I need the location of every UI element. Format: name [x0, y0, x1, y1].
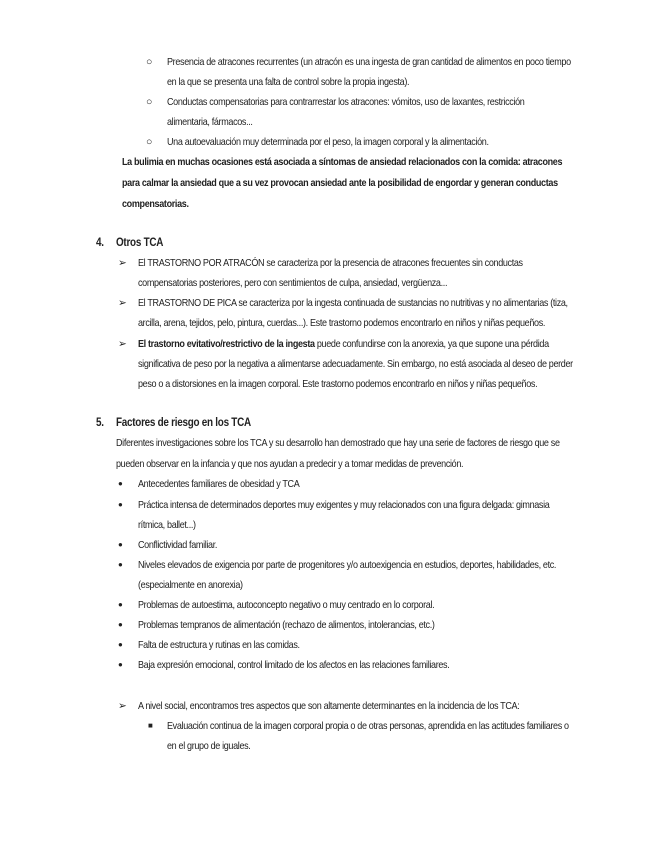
dot-bullet-icon: ● [118, 660, 123, 669]
risk-factor-6: Problemas tempranos de alimentación (rechazo de alimentos, intolerancias, etc.) [138, 619, 435, 631]
sub-item-3-line1: Una autoevaluación muy determinada por el peso, la imagen corporal y la alimentación. [167, 136, 489, 148]
bulimia-note-line2: para calmar la ansiedad que a su vez provocan ansiedad ante la posibilidad de engordar y generan conductas [122, 177, 558, 189]
risk-factor-2-line1: Práctica intensa de determinados deportes muy exigentes y muy relacionados con una figura delgada: gimnasia [138, 499, 550, 511]
arrow-bullet-icon: ➢ [118, 297, 127, 309]
social-intro: A nivel social, encontramos tres aspectos que son altamente determinantes en la incidencia de los TCA: [138, 700, 520, 712]
bulimia-note-line1: La bulimia en muchas ocasiones está asociada a síntomas de ansiedad relacionados con la comida: atracones [122, 156, 563, 168]
risk-factor-4-line1: Niveles elevados de exigencia por parte de progenitores y/o autoexigencia en estudios, deportes, habilidades, etc. [138, 559, 557, 571]
arrow-bullet-icon: ➢ [118, 700, 127, 712]
risk-factor-4-line2: (especialmente en anorexia) [138, 579, 243, 591]
section-4-item-1-line2: compensatorias posteriores, pero con sentimientos de culpa, ansiedad, vergüenza... [138, 277, 448, 289]
dot-bullet-icon: ● [118, 600, 123, 609]
risk-factor-5: Problemas de autoestima, autoconcepto negativo o muy centrado en lo corporal. [138, 599, 435, 611]
dot-bullet-icon: ● [118, 540, 123, 549]
sub-item-1-line1: Presencia de atracones recurrentes (un atracón es una ingesta de gran cantidad de alimentos en poco tiempo [167, 56, 571, 68]
section-5-number: 5. [96, 417, 104, 429]
dot-bullet-icon: ● [118, 560, 123, 569]
section-4-title: Otros TCA [116, 237, 164, 249]
risk-factor-7: Falta de estructura y rutinas en las comidas. [138, 639, 300, 651]
risk-factor-8: Baja expresión emocional, control limitado de los afectos en las relaciones familiares. [138, 659, 450, 671]
sub-item-2-line2: alimentaria, fármacos... [167, 116, 253, 128]
sub-item-1-line2: en la que se presenta una falta de control sobre la propia ingesta). [167, 76, 410, 88]
risk-factor-3: Conflictividad familiar. [138, 539, 218, 551]
section-4-item-3-line1: El trastorno evitativo/restrictivo de la ingesta puede confundirse con la anorexia, ya que supone una pérdida [138, 338, 549, 350]
dot-bullet-icon: ● [118, 640, 123, 649]
square-bullet-icon: ■ [148, 721, 153, 730]
section-4-number: 4. [96, 237, 104, 249]
arrow-bullet-icon: ➢ [118, 257, 127, 269]
bulimia-note-line3: compensatorias. [122, 198, 189, 210]
circle-bullet-icon: ○ [146, 136, 153, 148]
section-5-intro-line1: Diferentes investigaciones sobre los TCA y su desarrollo han demostrado que hay una serie de factores de riesgo que se [116, 437, 560, 449]
social-item-1-line1: Evaluación continua de la imagen corporal propia o de otras personas, aprendida en las actitudes familiares o [167, 720, 569, 732]
risk-factor-2-line2: rítmica, ballet...) [138, 519, 196, 531]
sub-item-2-line1: Conductas compensatorias para contrarrestar los atracones: vómitos, uso de laxantes, restricción [167, 96, 525, 108]
circle-bullet-icon: ○ [146, 56, 153, 68]
dot-bullet-icon: ● [118, 620, 123, 629]
arrow-bullet-icon: ➢ [118, 338, 127, 350]
risk-factor-1: Antecedentes familiares de obesidad y TCA [138, 478, 300, 490]
section-4-item-2-line2: arcilla, arena, tejidos, pelo, pintura, cuerdas...). Este trastorno podemos encontrarlo en niños y niñas pequeños. [138, 317, 546, 329]
section-5-intro-line2: pueden observar en la infancia y que nos ayudan a predecir y a tomar medidas de prevención. [116, 458, 464, 470]
dot-bullet-icon: ● [118, 479, 123, 488]
social-item-1-line2: en el grupo de iguales. [167, 740, 251, 752]
circle-bullet-icon: ○ [146, 96, 153, 108]
section-4-item-2-line1: El TRASTORNO DE PICA se caracteriza por la ingesta continuada de sustancias no nutritivas y no alimentarias (tiza, [138, 297, 568, 309]
section-4-item-3-line3: peso o a distorsiones en la imagen corporal. Este trastorno podemos encontrarlo en niños y niñas pequeños. [138, 378, 538, 390]
section-4-item-3-line2: significativa de peso por la negativa a alimentarse adecuadamente. Sin embargo, no está asociada al deseo de perder [138, 358, 573, 370]
dot-bullet-icon: ● [118, 500, 123, 509]
section-5-title: Factores de riesgo en los TCA [116, 417, 251, 429]
section-4-item-1-line1: El TRASTORNO POR ATRACÓN se caracteriza por la presencia de atracones frecuentes sin conductas [138, 257, 523, 269]
